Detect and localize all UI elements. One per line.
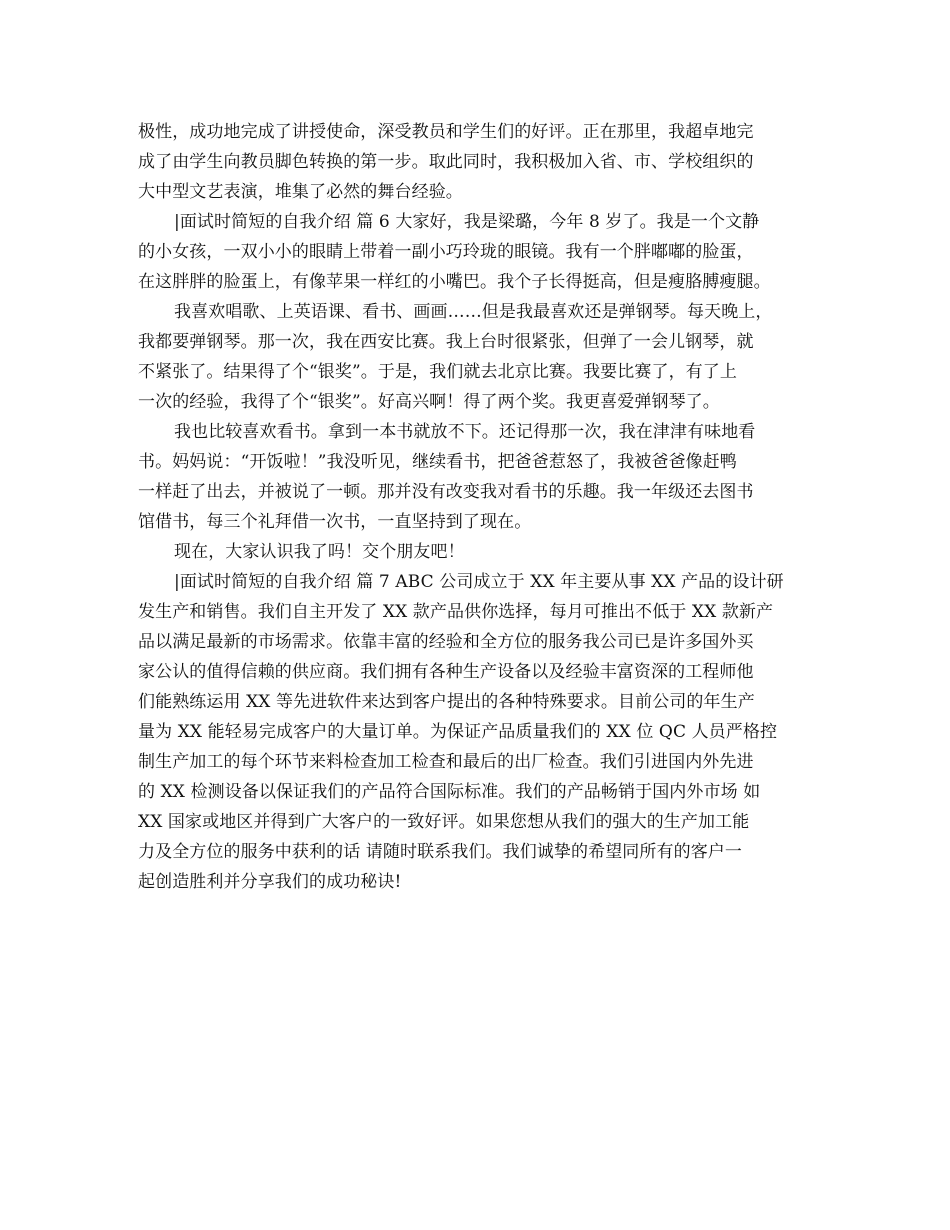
text-line: 家公认的值得信赖的供应商。我们拥有各种生产设备以及经验丰富资深的工程师他 xyxy=(138,662,754,682)
text-line: 成了由学生向教员脚色转换的第一步。取此同时，我积极加入省、市、学校组织的 xyxy=(138,152,754,172)
text-line: 的 XX 检测设备以保证我们的产品符合国际标准。我们的产品畅销于国内外市场 如 xyxy=(138,782,761,802)
section-heading-line: |面试时简短的自我介绍 篇 7 ABC 公司成立于 XX 年主要从事 XX 产品的设计研 xyxy=(174,572,784,592)
text-line: XX 国家或地区并得到广大客户的一致好评。如果您想从我们的强大的生产加工能 xyxy=(138,812,750,832)
text-line: 我也比较喜欢看书。拿到一本书就放不下。还记得那一次，我在津津有味地看 xyxy=(174,422,756,442)
text-line: 不紧张了。结果得了个“银奖”。于是，我们就去北京比赛。我要比赛了，有了上 xyxy=(138,362,737,382)
text-line: 们能熟练运用 XX 等先进软件来达到客户提出的各种特殊要求。目前公司的年生产 xyxy=(138,692,755,712)
text-line: 一次的经验，我得了个“银奖”。好高兴啊！得了两个奖。我更喜爱弹钢琴了。 xyxy=(138,392,720,412)
text-line: 一样赶了出去，并被说了一顿。那并没有改变我对看书的乐趣。我一年级还去图书 xyxy=(138,482,754,502)
text-line: 发生产和销售。我们自主开发了 XX 款产品供你选择，每月可推出不低于 XX 款新产 xyxy=(138,602,774,622)
text-line: 我喜欢唱歌、上英语课、看书、画画……但是我最喜欢还是弹钢琴。每天晚上， xyxy=(174,302,773,322)
text-line: 馆借书，每三个礼拜借一次书，一直坚持到了现在。 xyxy=(138,512,532,532)
text-line: 力及全方位的服务中获利的话 请随时联系我们。我们诚挚的希望同所有的客户一 xyxy=(138,842,743,862)
text-line: 现在，大家认识我了吗！交个朋友吧！ xyxy=(174,542,465,562)
text-line: 在这胖胖的脸蛋上，有像苹果一样红的小嘴巴。我个子长得挺高，但是瘦胳膊瘦腿。 xyxy=(138,272,771,292)
text-line: 大中型文艺表演，堆集了必然的舞台经验。 xyxy=(138,182,463,202)
text-line: 书。妈妈说：“开饭啦！”我没听见，继续看书，把爸爸惹怒了，我被爸爸像赶鸭 xyxy=(138,452,737,472)
section-heading-line: |面试时简短的自我介绍 篇 6 大家好，我是梁璐，今年 8 岁了。我是一个文静 xyxy=(174,212,760,232)
text-line: 我都要弹钢琴。那一次，我在西安比赛。我上台时很紧张，但弹了一会儿钢琴，就 xyxy=(138,332,754,352)
text-line: 极性，成功地完成了讲授使命，深受教员和学生们的好评。正在那里，我超卓地完 xyxy=(138,122,754,142)
text-line: 品以满足最新的市场需求。依靠丰富的经验和全方位的服务我公司已是许多国外买 xyxy=(138,632,754,652)
text-line: 量为 XX 能轻易完成客户的大量订单。为保证产品质量我们的 XX 位 QC 人员严格控 xyxy=(138,722,778,742)
text-line: 制生产加工的每个环节来料检查加工检查和最后的出厂检查。我们引进国内外先进 xyxy=(138,752,754,772)
text-line: 起创造胜利并分享我们的成功秘诀! xyxy=(138,872,402,892)
text-line: 的小女孩，一双小小的眼睛上带着一副小巧玲珑的眼镜。我有一个胖嘟嘟的脸蛋， xyxy=(138,242,754,262)
